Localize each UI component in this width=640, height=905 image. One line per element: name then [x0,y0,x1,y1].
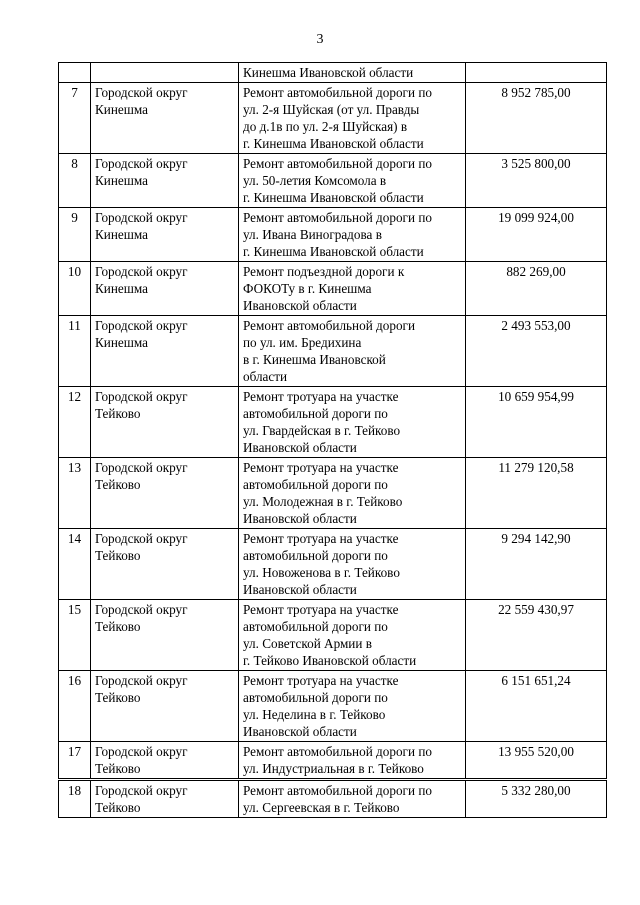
cell-amount: 11 279 120,58 [466,458,607,529]
cell-number: 18 [59,780,91,818]
cell-number: 14 [59,529,91,600]
table-row [59,154,607,208]
table-row [59,742,607,780]
table-row [59,529,607,600]
cell-amount: 5 332 280,00 [466,780,607,818]
cell-description: Кинешма Ивановской области [239,63,466,83]
cell-municipality: Городской округ Тейково [91,780,239,818]
table-row [59,262,607,316]
cell-description: Ремонт автомобильной дороги по ул. Ивана Виноградова в г. Кинешма Ивановской области [239,208,466,262]
cell-amount: 882 269,00 [466,262,607,316]
cell-amount: 19 099 924,00 [466,208,607,262]
cell-description: Ремонт тротуара на участке автомобильной дороги по ул. Гвардейская в г. Тейково Ивановской области [239,387,466,458]
cell-municipality: Городской округ Кинешма [91,262,239,316]
cell-municipality: Городской округ Тейково [91,671,239,742]
cell-amount: 22 559 430,97 [466,600,607,671]
cell-description: Ремонт автомобильной дороги по ул. им. Бредихина в г. Кинешма Ивановской области [239,316,466,387]
cell-description: Ремонт автомобильной дороги по ул. 2-я Шуйская (от ул. Правды до д.1в по ул. 2-я Шуйская) в г. Кинешма Ивановской области [239,83,466,154]
cell-description: Ремонт автомобильной дороги по ул. 50-летия Комсомола в г. Кинешма Ивановской области [239,154,466,208]
cell-municipality: Городской округ Кинешма [91,316,239,387]
cell-municipality: Городской округ Тейково [91,600,239,671]
cell-description: Ремонт тротуара на участке автомобильной дороги по ул. Советской Армии в г. Тейково Ивановской области [239,600,466,671]
table-row-continued [59,63,607,83]
cell-number: 12 [59,387,91,458]
cell-number: 15 [59,600,91,671]
cell-number: 10 [59,262,91,316]
cell-number: 13 [59,458,91,529]
cell-description: Ремонт подъездной дороги к ФОКОТу в г. Кинешма Ивановской области [239,262,466,316]
table-row [59,387,607,458]
table-body [59,63,607,818]
cell-description: Ремонт тротуара на участке автомобильной дороги по ул. Молодежная в г. Тейково Ивановской области [239,458,466,529]
cell-number: 9 [59,208,91,262]
cell-amount: 3 525 800,00 [466,154,607,208]
table-row [59,458,607,529]
table-row [59,600,607,671]
cell-description: Ремонт автомобильной дороги по ул. Сергеевская в г. Тейково [239,780,466,818]
cell-municipality: Городской округ Кинешма [91,154,239,208]
table-row [59,316,607,387]
cell-amount: 13 955 520,00 [466,742,607,780]
cell-amount: 8 952 785,00 [466,83,607,154]
cell-number: 7 [59,83,91,154]
cell-municipality: Городской округ Кинешма [91,83,239,154]
cell-municipality: Городской округ Тейково [91,529,239,600]
table-row [59,671,607,742]
cell-municipality: Городской округ Тейково [91,387,239,458]
cell-amount: 6 151 651,24 [466,671,607,742]
cell-municipality: Городской округ Кинешма [91,208,239,262]
cell-amount: 10 659 954,99 [466,387,607,458]
cell-amount: 2 493 553,00 [466,316,607,387]
table-row [59,780,607,818]
page-number: 3 [316,32,324,47]
cell-description: Ремонт тротуара на участке автомобильной дороги по ул. Неделина в г. Тейково Ивановской области [239,671,466,742]
cell-number: 17 [59,742,91,780]
table-row [59,208,607,262]
objects-table [58,62,607,818]
cell-municipality: Городской округ Тейково [91,742,239,780]
cell-description: Ремонт тротуара на участке автомобильной дороги по ул. Новоженова в г. Тейково Ивановской области [239,529,466,600]
cell-number: 16 [59,671,91,742]
cell-amount: 9 294 142,90 [466,529,607,600]
cell-number: 8 [59,154,91,208]
cell-number: 11 [59,316,91,387]
table-row [59,83,607,154]
cell-amount [466,63,607,83]
cell-municipality: Городской округ Тейково [91,458,239,529]
cell-description: Ремонт автомобильной дороги по ул. Индустриальная в г. Тейково [239,742,466,780]
cell-number [59,63,91,83]
cell-municipality [91,63,239,83]
